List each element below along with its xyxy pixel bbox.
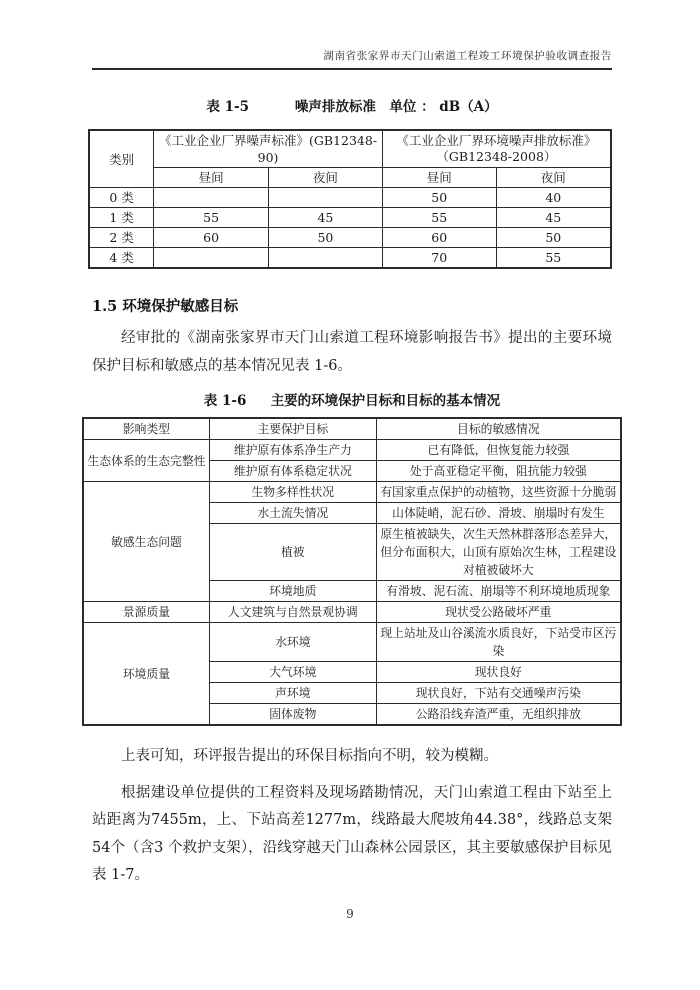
cell-target: 固体废物 bbox=[209, 704, 376, 726]
header-category: 类别 bbox=[89, 130, 154, 188]
cell-category: 0 类 bbox=[89, 188, 154, 208]
group-sensitive-ecology: 敏感生态问题 bbox=[83, 482, 209, 602]
cell-value: 70 bbox=[382, 248, 496, 269]
cell-value: 60 bbox=[154, 228, 269, 248]
header-daytime-2: 昼间 bbox=[382, 168, 496, 188]
cell-value: 50 bbox=[382, 188, 496, 208]
cell-value bbox=[269, 188, 383, 208]
section-heading-1-5: 1.5 环境保护敏感目标 bbox=[92, 298, 239, 315]
header-standard-2008-line1: 《工业企业厂界环境噪声排放标准》 bbox=[396, 133, 597, 148]
table-1-5-caption-title: 噪声排放标准 单位 ： dB（A） bbox=[294, 99, 498, 115]
table-row bbox=[89, 228, 611, 248]
cell-sensitivity: 公路沿线弃渣严重，无组织排放 bbox=[376, 704, 621, 726]
protection-targets-table bbox=[82, 417, 622, 726]
header-nighttime-1: 夜间 bbox=[269, 168, 383, 188]
cell-value: 45 bbox=[269, 208, 383, 228]
table-row bbox=[89, 208, 611, 228]
header-protection-target: 主要保护目标 bbox=[209, 418, 376, 440]
cell-value: 50 bbox=[496, 228, 611, 248]
header-sensitivity: 目标的敏感情况 bbox=[376, 418, 621, 440]
cell-sensitivity: 现状良好，下站有交通噪声污染 bbox=[376, 683, 621, 704]
cell-value bbox=[154, 188, 269, 208]
page-content bbox=[87, 95, 617, 890]
table-1-6-caption bbox=[92, 389, 612, 409]
paragraph-intro: 经审批的《湖南张家界市天门山索道工程环境影响报告书》提出的主要环境保护目标和敏感点的基本情况见表 1-6。 bbox=[92, 330, 612, 374]
cell-value bbox=[154, 248, 269, 269]
header-standard-2008-line2: （GB12348-2008） bbox=[436, 149, 557, 164]
cell-sensitivity: 已有降低，但恢复能力较强 bbox=[376, 440, 621, 461]
running-header bbox=[92, 0, 612, 70]
cell-sensitivity: 现状良好 bbox=[376, 662, 621, 683]
cell-sensitivity: 有滑坡、泥石流、崩塌等不利环境地质现象 bbox=[376, 581, 621, 602]
header-daytime-1: 昼间 bbox=[154, 168, 269, 188]
table-1-6-caption-title: 主要的环境保护目标和目标的基本情况 bbox=[270, 393, 501, 409]
cell-value: 55 bbox=[496, 248, 611, 269]
cell-value: 40 bbox=[496, 188, 611, 208]
table-row bbox=[89, 188, 611, 208]
table-row bbox=[83, 418, 621, 440]
cell-sensitivity: 有国家重点保护的动植物，这些资源十分脆弱 bbox=[376, 482, 621, 503]
cell-sensitivity: 山体陡峭，泥石砂、滑坡、崩塌时有发生 bbox=[376, 503, 621, 524]
cell-value: 55 bbox=[382, 208, 496, 228]
cell-sensitivity: 现上站址及山谷溪流水质良好，下站受市区污染 bbox=[376, 623, 621, 662]
table-row bbox=[83, 602, 621, 623]
table-1-6-caption-label: 表 1-6 bbox=[203, 393, 247, 409]
cell-sensitivity: 原生植被缺失，次生天然林群落形态差异大，但分布面积大，山顶有原始次生林，工程建设对植被破坏大 bbox=[376, 524, 621, 581]
table-row bbox=[83, 440, 621, 461]
cell-target: 生物多样性状况 bbox=[209, 482, 376, 503]
header-standard-gb12348-90: 《工业企业厂界噪声标准》(GB12348-90) bbox=[154, 130, 383, 168]
group-landscape-quality: 景源质量 bbox=[83, 602, 209, 623]
table-row bbox=[83, 482, 621, 503]
cell-value: 45 bbox=[496, 208, 611, 228]
cell-category: 1 类 bbox=[89, 208, 154, 228]
header-impact-type: 影响类型 bbox=[83, 418, 209, 440]
page-number: 9 bbox=[346, 907, 354, 921]
header-nighttime-2: 夜间 bbox=[496, 168, 611, 188]
cell-value: 60 bbox=[382, 228, 496, 248]
cell-value bbox=[269, 248, 383, 269]
noise-standard-table bbox=[88, 129, 612, 269]
table-row bbox=[89, 248, 611, 269]
cell-target: 维护原有体系净生产力 bbox=[209, 440, 376, 461]
cell-sensitivity: 现状受公路破坏严重 bbox=[376, 602, 621, 623]
paragraph-project-details: 根据建设单位提供的工程资料及现场踏勘情况，天门山索道工程由下站至上站距离为7455m，上、下站高差1277m，线路最大爬坡角44.38°，线路总支架54个（含3 个救护支架），沿线穿越天门山森林公园景区，其主要敏感保护目标见表 1-7。 bbox=[92, 784, 612, 883]
cell-target: 维护原有体系稳定状况 bbox=[209, 461, 376, 482]
cell-target: 声环境 bbox=[209, 683, 376, 704]
table-1-5-caption bbox=[92, 95, 612, 115]
header-standard-gb12348-2008 bbox=[382, 130, 611, 168]
cell-category: 2 类 bbox=[89, 228, 154, 248]
group-ecosystem-integrity: 生态体系的生态完整性 bbox=[83, 440, 209, 482]
table-row bbox=[89, 130, 611, 168]
cell-target: 大气环境 bbox=[209, 662, 376, 683]
cell-value: 50 bbox=[269, 228, 383, 248]
cell-target: 环境地质 bbox=[209, 581, 376, 602]
running-header-text: 湖南省张家界市天门山索道工程竣工环境保护验收调查报告 bbox=[323, 50, 612, 62]
cell-target: 植被 bbox=[209, 524, 376, 581]
table-row bbox=[89, 168, 611, 188]
cell-value: 55 bbox=[154, 208, 269, 228]
group-environment-quality: 环境质量 bbox=[83, 623, 209, 726]
cell-sensitivity: 处于高亚稳定平衡，阻抗能力较强 bbox=[376, 461, 621, 482]
table-row bbox=[83, 623, 621, 662]
cell-category: 4 类 bbox=[89, 248, 154, 269]
table-1-5-caption-label: 表 1-5 bbox=[206, 99, 249, 115]
cell-target: 水环境 bbox=[209, 623, 376, 662]
cell-target: 人文建筑与自然景观协调 bbox=[209, 602, 376, 623]
paragraph-conclusion: 上表可知，环评报告提出的环保目标指向不明，较为模糊。 bbox=[121, 748, 498, 764]
cell-target: 水土流失情况 bbox=[209, 503, 376, 524]
